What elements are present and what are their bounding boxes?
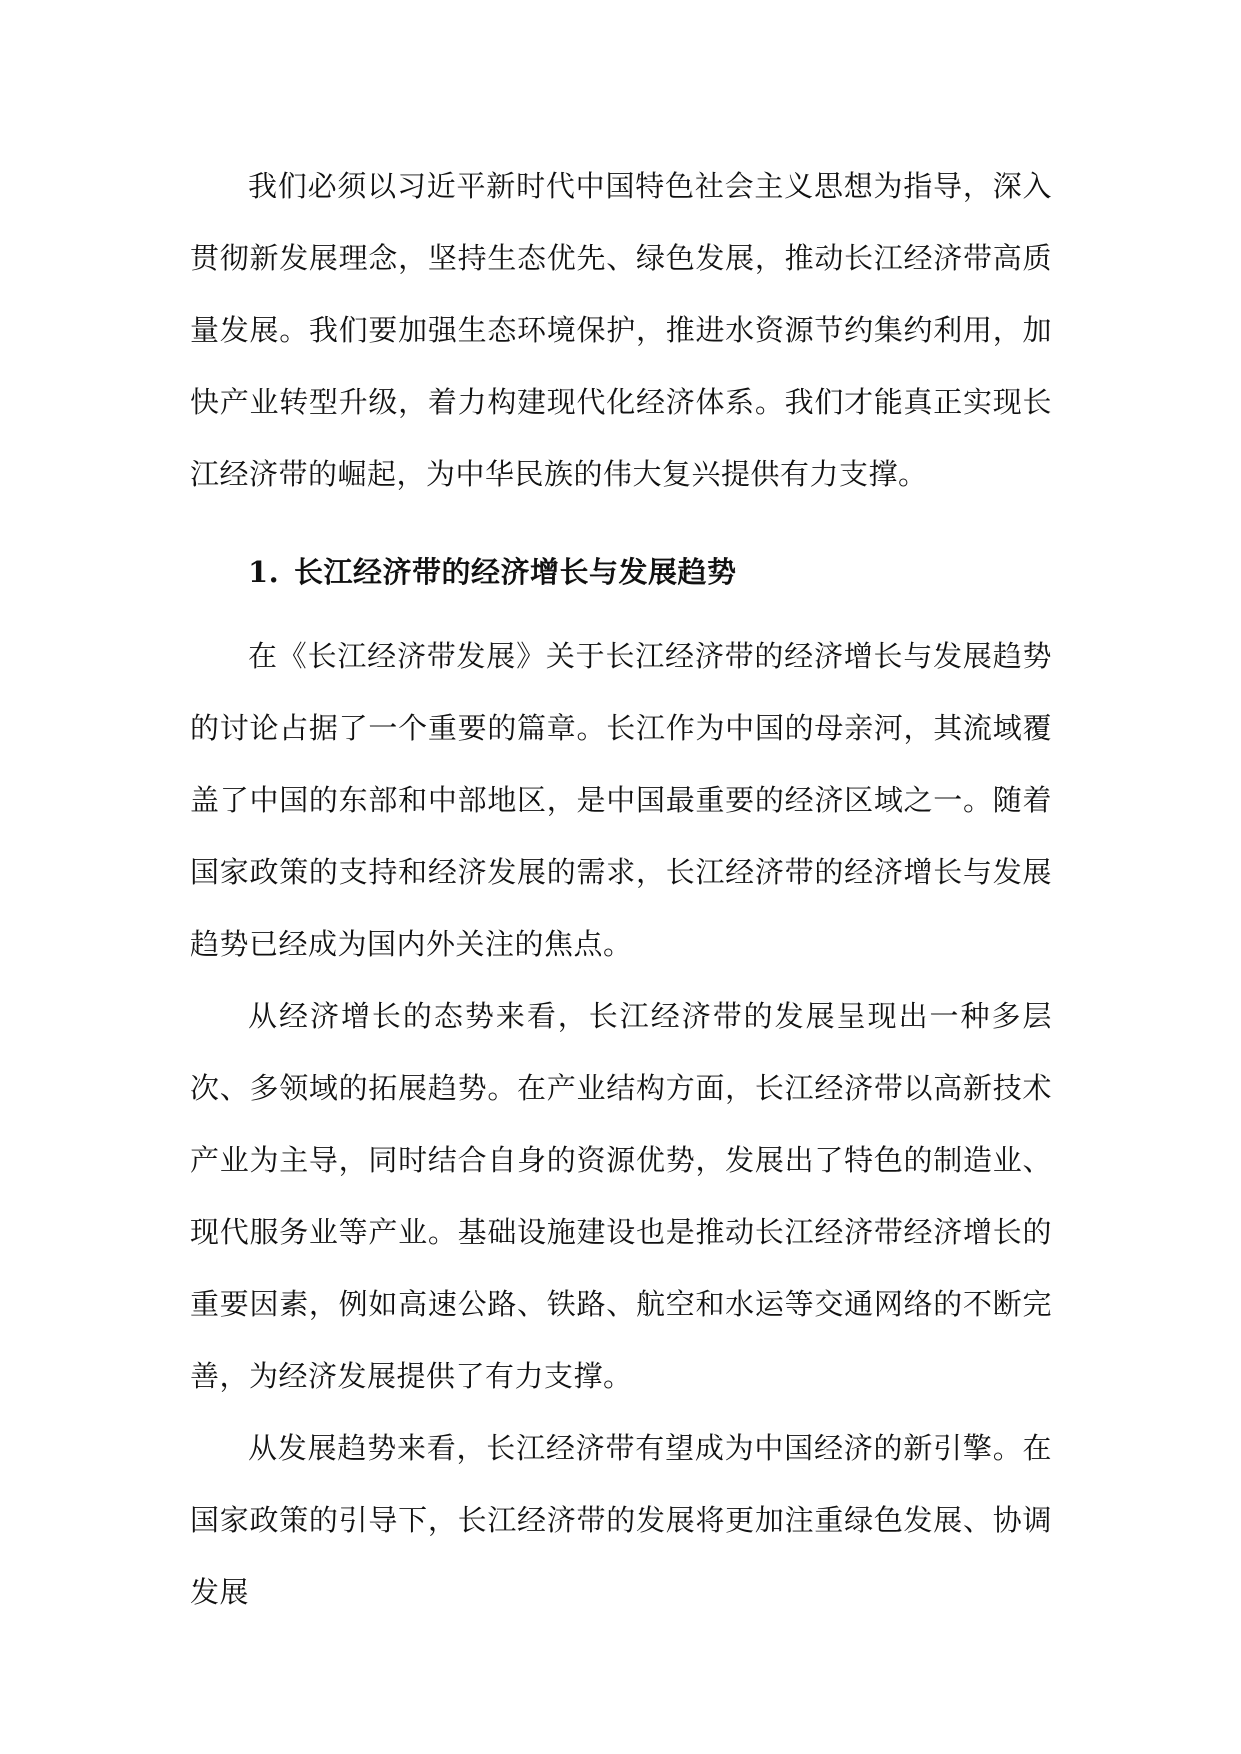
- section-paragraph: 从经济增长的态势来看，长江经济带的发展呈现出一种多层次、多领域的拓展趋势。在产业结构方面，长江经济带以高新技术产业为主导，同时结合自身的资源优势，发展出了特色的制造业、现代服务业等产业。基础设施建设也是推动长江经济带经济增长的重要因素，例如高速公路、铁路、航空和水运等交通网络的不断完善，为经济发展提供了有力支撑。: [190, 999, 1052, 1393]
- intro-paragraph: 我们必须以习近平新时代中国特色社会主义思想为指导，深入贯彻新发展理念，坚持生态优先、绿色发展，推动长江经济带高质量发展。我们要加强生态环境保护，推进水资源节约集约利用，加快产业转型升级，着力构建现代化经济体系。我们才能真正实现长江经济带的崛起，为中华民族的伟大复兴提供有力支撑。: [190, 169, 1052, 491]
- section-paragraph: 从发展趋势来看，长江经济带有望成为中国经济的新引擎。在国家政策的引导下，长江经济带的发展将更加注重绿色发展、协调发展: [190, 1431, 1052, 1609]
- section-title: 长江经济带的经济增长与发展趋势: [294, 555, 737, 589]
- section-number: 1.: [248, 555, 280, 589]
- section-paragraph: 在《长江经济带发展》关于长江经济带的经济增长与发展趋势的讨论占据了一个重要的篇章。长江作为中国的母亲河，其流域覆盖了中国的东部和中部地区，是中国最重要的经济区域之一。随着国家政策的支持和经济发展的需求，长江经济带的经济增长与发展趋势已经成为国内外关注的焦点。: [190, 639, 1052, 961]
- section-heading: [190, 536, 1052, 608]
- document-body: [190, 150, 1052, 1628]
